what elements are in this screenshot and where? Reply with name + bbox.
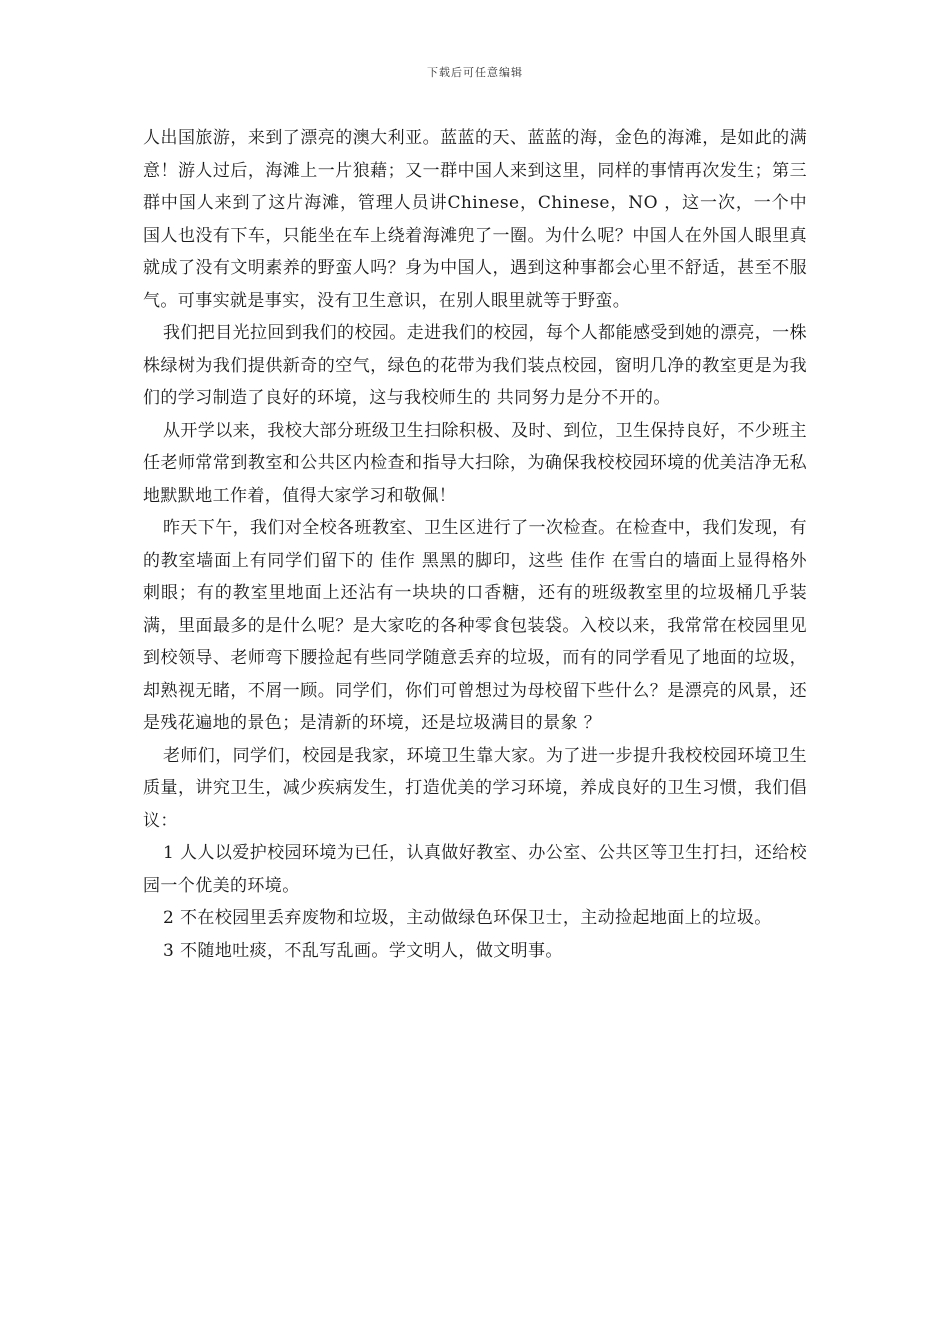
document-body (143, 122, 807, 967)
header-note: 下载后可任意编辑 (427, 66, 523, 79)
paragraph-4: 昨天下午，我们对全校各班教室、卫生区进行了一次检查。在检查中，我们发现，有的教室墙面上有同学们留下的 佳作 黑黑的脚印，这些 佳作 在雪白的墙面上显得格外刺眼；有的教室里地面上还沾有一块块的口香糖，还有的班级教室里的垃圾桶几乎装满，里面最多的是什么呢？是大家吃的各种零食包装袋。入校以来，我常常在校园里见到校领导、老师弯下腰捡起有些同学随意丢弃的垃圾，而有的同学看见了地面的垃圾，却熟视无睹，不屑一顾。同学们，你们可曾想过为母校留下些什么？是漂亮的风景，还是残花遍地的景色；是清新的环境，还是垃圾满目的景象 ？ (143, 518, 807, 733)
paragraph-1: 人出国旅游，来到了漂亮的澳大利亚。蓝蓝的天、蓝蓝的海，金色的海滩，是如此的满意！游人过后，海滩上一片狼藉；又一群中国人来到这里，同样的事情再次发生；第三群中国人来到了这片海滩，管理人员讲Chinese，Chinese，NO ，这一次，一个中国人也没有下车，只能坐在车上绕着海滩兜了一圈。为什么呢？中国人在外国人眼里真就成了没有文明素养的野蛮人吗？身为中国人，遇到这种事都会心里不舒适，甚至不服气。可事实就是事实，没有卫生意识，在别人眼里就等于野蛮。 (143, 128, 807, 311)
paragraph-3: 从开学以来，我校大部分班级卫生扫除积极、及时、到位，卫生保持良好，不少班主任老师常常到教室和公共区内检查和指导大扫除，为确保我校校园环境的优美洁净无私地默默地工作着，值得大家学习和敬佩！ (143, 420, 807, 506)
paragraph-5: 老师们，同学们，校园是我家，环境卫生靠大家。为了进一步提升我校校园环境卫生质量，讲究卫生，减少疾病发生，打造优美的学习环境，养成良好的卫生习惯，我们倡议： (143, 745, 807, 831)
list-item-3: 3 不随地吐痰，不乱写乱画。学文明人，做文明事。 (163, 940, 563, 961)
list-item-1: 1 人人以爱护校园环境为已任，认真做好教室、办公室、公共区等卫生打扫，还给校园一个优美的环境。 (143, 843, 807, 896)
list-item-2: 2 不在校园里丢弃废物和垃圾，主动做绿色环保卫士，主动捡起地面上的垃圾。 (163, 908, 772, 928)
paragraph-2: 我们把目光拉回到我们的校园。走进我们的校园，每个人都能感受到她的漂亮，一株株绿树为我们提供新奇的空气，绿色的花带为我们装点校园，窗明几净的教室更是为我们的学习制造了良好的环境，这与我校师生的 共同努力是分不开的。 (143, 323, 807, 408)
